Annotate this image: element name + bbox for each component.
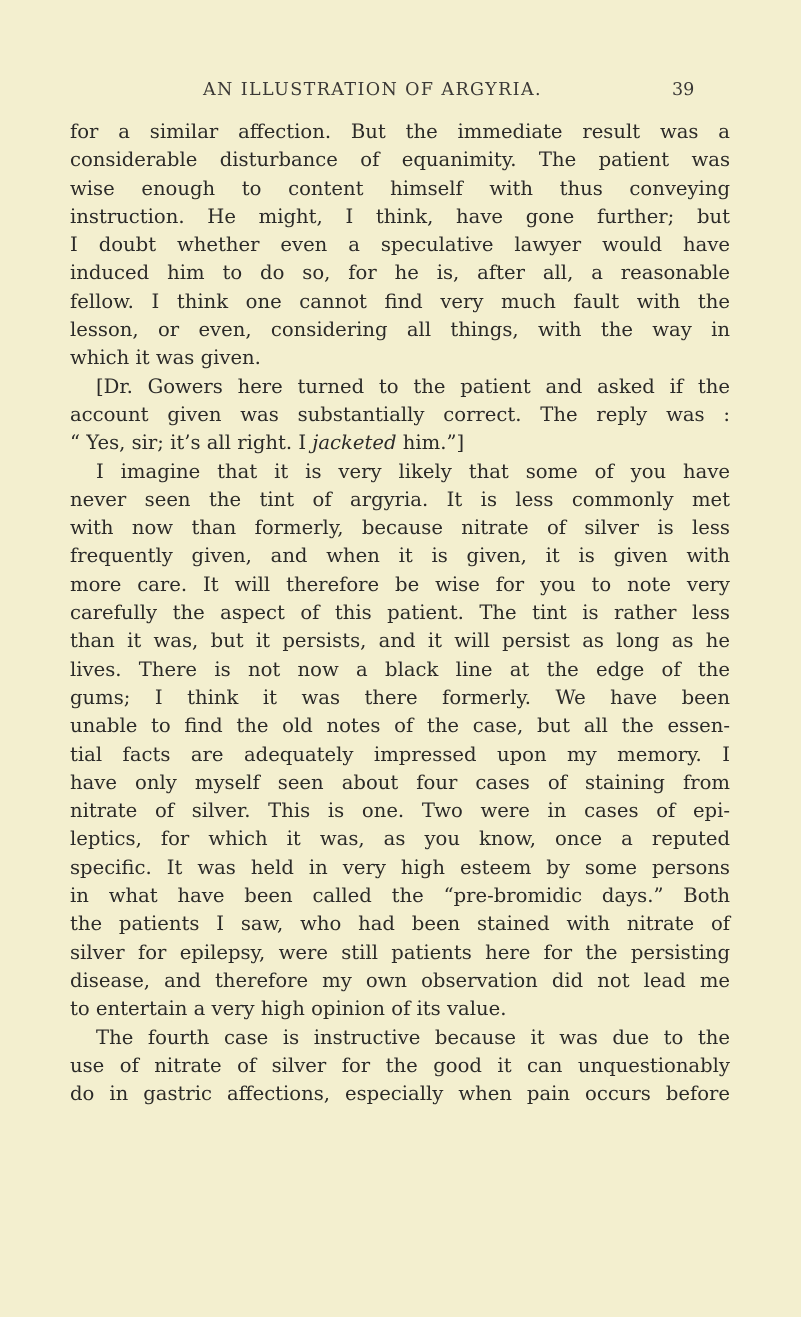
italic-word: jacketed [312, 431, 397, 455]
text-line: unable to find the old notes of the case, but all the essen- [70, 714, 730, 738]
text-line: induced him to do so, for he is, after all, a reasonable [70, 261, 730, 285]
text-line: to entertain a very high opinion of its value. [70, 997, 507, 1021]
text-line: account given was substantially correct. The reply was : [70, 402, 730, 426]
text-line: disease, and therefore my own observation did not lead me [70, 968, 730, 992]
text-run: “ Yes, sir; it’s all right. I [70, 431, 313, 455]
text-line: the patients I saw, who had been stained with nitrate of [70, 912, 730, 936]
text-line: more care. It will therefore be wise for you to note very [70, 572, 730, 596]
text-line: wise enough to content himself with thus conveying [70, 176, 730, 200]
text-line: leptics, for which it was, as you know, once a reputed [70, 827, 730, 851]
text-line: [Dr. Gowers here turned to the patient and asked if the [96, 374, 730, 398]
text-line: I imagine that it is very likely that some of you have [96, 459, 730, 483]
text-line: do in gastric affections, especially when pain occurs before [70, 1082, 730, 1106]
running-title: AN ILLUSTRATION OF ARGYRIA. [203, 80, 542, 100]
text-line: fellow. I think one cannot find very much fault with the [70, 289, 730, 313]
text-line: never seen the tint of argyria. It is less commonly met [70, 487, 730, 511]
text-line: have only myself seen about four cases of staining from [70, 770, 730, 794]
text-line: use of nitrate of silver for the good it can unquestionably [70, 1053, 730, 1077]
text-line-with-italic [70, 429, 730, 457]
text-line: silver for epilepsy, were still patients here for the persisting [70, 940, 730, 964]
text-line: with now than formerly, because nitrate of silver is less [70, 516, 730, 540]
text-line: nitrate of silver. This is one. Two were in cases of epi- [70, 799, 730, 823]
text-run: him.”] [396, 431, 465, 455]
text-line: carefully the aspect of this patient. The tint is rather less [70, 601, 730, 625]
text-line: than it was, but it persists, and it will persist as long as he [70, 629, 730, 653]
text-line: specific. It was held in very high esteem by some persons [70, 855, 730, 879]
text-line: gums; I think it was there formerly. We have been [70, 685, 730, 709]
body-text [70, 118, 730, 1108]
page-number: 39 [672, 80, 695, 100]
text-line: tial facts are adequately impressed upon my memory. I [70, 742, 730, 766]
text-line: in what have been called the “pre-bromidic days.” Both [70, 884, 730, 908]
text-line: The fourth case is instructive because it was due to the [96, 1025, 730, 1049]
text-line: instruction. He might, I think, have gone further; but [70, 204, 730, 228]
text-line: which it was given. [70, 346, 261, 370]
text-line: lesson, or even, considering all things, with the way in [70, 318, 730, 342]
text-line: lives. There is not now a black line at the edge of the [70, 657, 730, 681]
text-line: I doubt whether even a speculative lawyer would have [70, 233, 730, 257]
text-line: considerable disturbance of equanimity. The patient was [70, 148, 730, 172]
text-line: for a similar affection. But the immediate result was a [70, 120, 730, 143]
text-line: frequently given, and when it is given, it is given with [70, 544, 730, 568]
